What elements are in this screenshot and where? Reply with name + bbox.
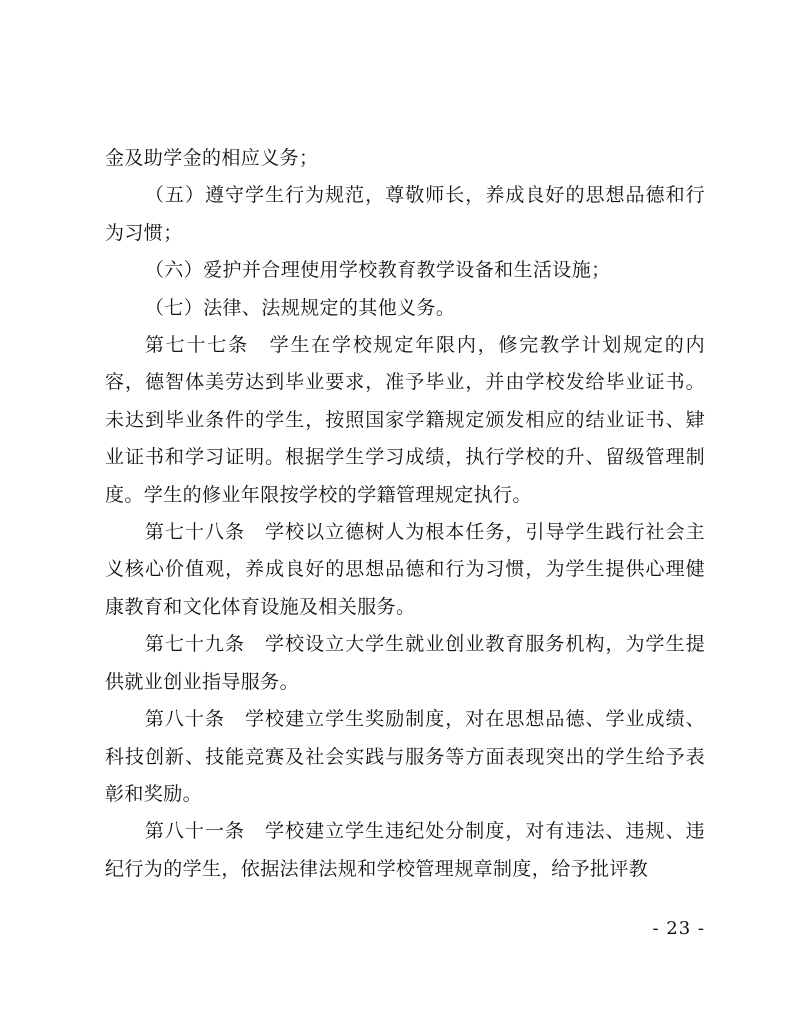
paragraph-item-5: （五）遵守学生行为规范，尊敬师长，养成良好的思想品德和行为习惯； bbox=[105, 184, 705, 244]
paragraph-item-6: （六）爱护并合理使用学校教育教学设备和生活设施； bbox=[144, 259, 611, 282]
paragraph-article-80: 第八十条 学校建立学生奖励制度，对在思想品德、学业成绩、科技创新、技能竞赛及社会实践与服务等方面表现突出的学生给予表彰和奖励。 bbox=[105, 708, 705, 805]
paragraph-article-78: 第七十八条 学校以立德树人为根本任务，引导学生践行社会主义核心价值观，养成良好的思想品德和行为习惯，为学生提供心理健康教育和文化体育设施及相关服务。 bbox=[105, 521, 705, 618]
page-number: - 23 - bbox=[652, 918, 705, 939]
document-body bbox=[105, 140, 705, 888]
paragraph-article-81: 第八十一条 学校建立学生违纪处分制度，对有违法、违规、违纪行为的学生，依据法律法规和学校管理规章制度，给予批评教 bbox=[105, 820, 705, 880]
paragraph-continuation: 金及助学金的相应义务； bbox=[105, 147, 319, 169]
paragraph-item-7: （七）法律、法规规定的其他义务。 bbox=[144, 296, 456, 319]
paragraph-article-77: 第七十七条 学生在学校规定年限内，修完教学计划规定的内容，德智体美劳达到毕业要求，准予毕业，并由学校发给毕业证书。未达到毕业条件的学生，按照国家学籍规定颁发相应的结业证书、肄业证书和学习证明。根据学生学习成绩，执行学校的升、留级管理制度。学生的修业年限按学校的学籍管理规定执行。 bbox=[105, 334, 705, 506]
paragraph-article-79: 第七十九条 学校设立大学生就业创业教育服务机构，为学生提供就业创业指导服务。 bbox=[105, 633, 705, 693]
